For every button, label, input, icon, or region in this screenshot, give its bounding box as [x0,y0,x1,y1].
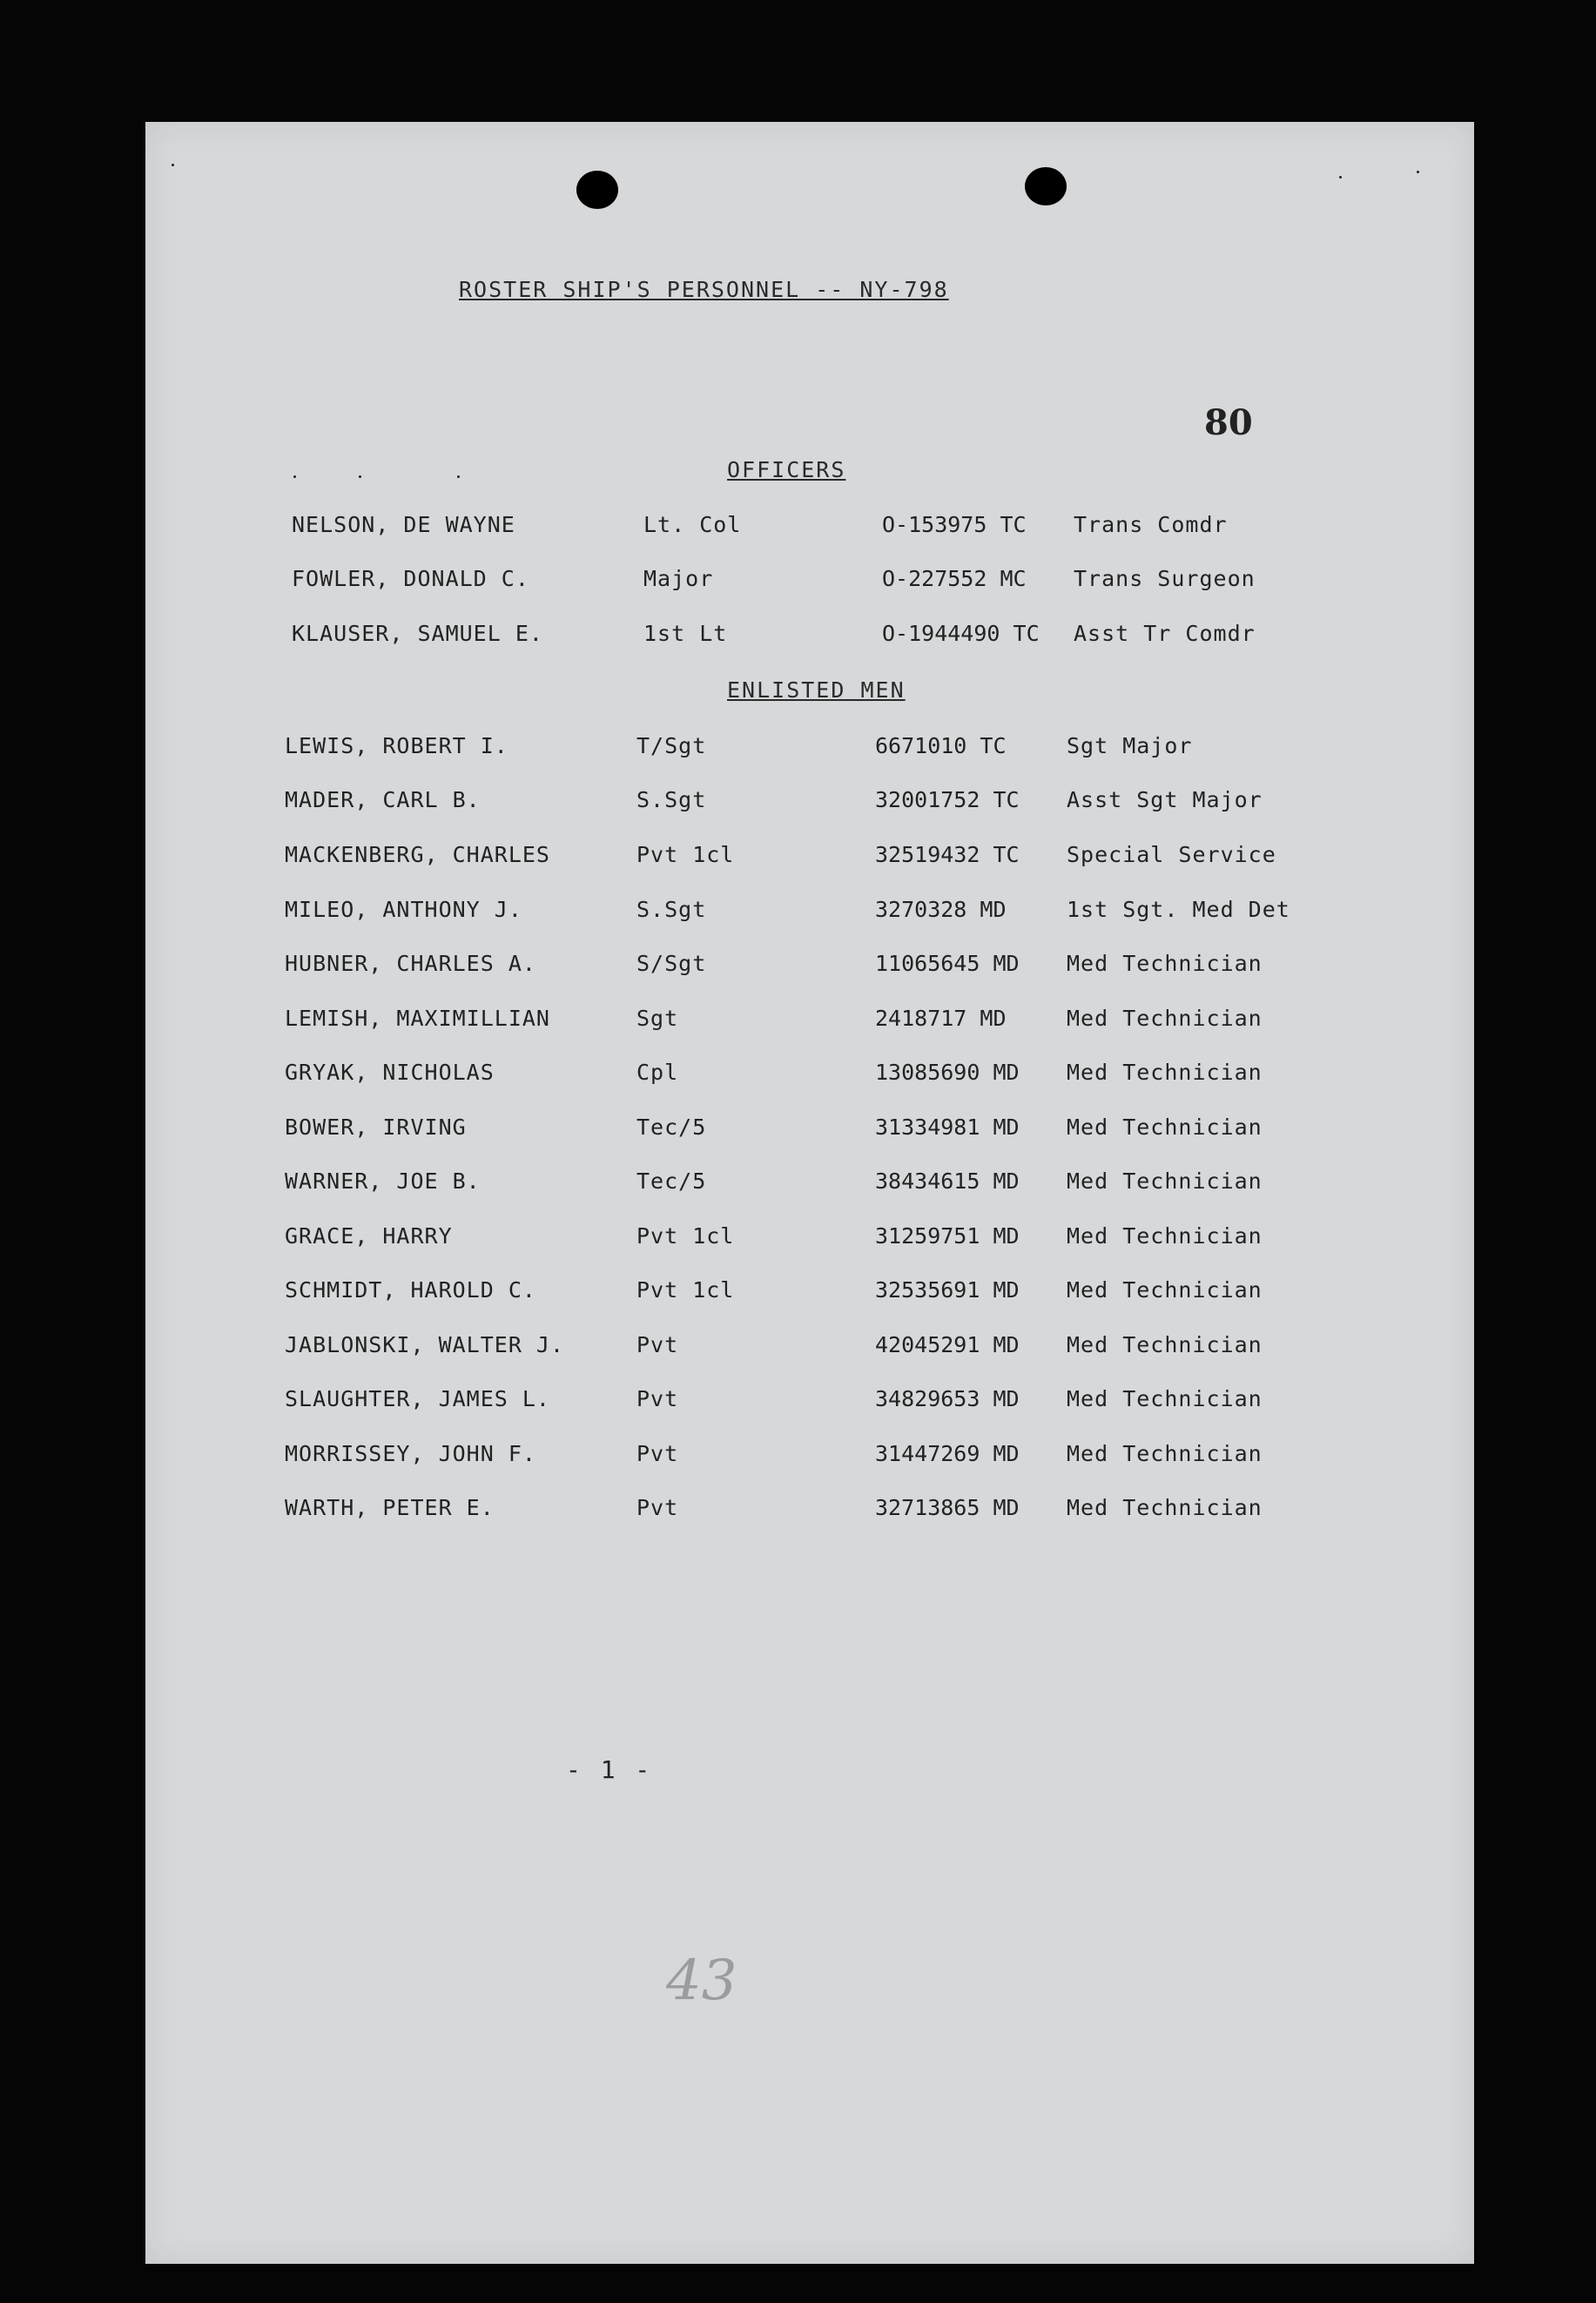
roster-name: LEMISH, MAXIMILLIAN [285,1006,550,1031]
punch-hole-left [576,171,618,209]
roster-serial-number: 6671010 TC [875,733,1007,758]
roster-name: BOWER, IRVING [285,1114,467,1140]
roster-duty: Med Technician [1067,1060,1263,1085]
roster-serial-number: 32519432 TC [875,842,1020,867]
roster-serial-number: 32535691 MD [875,1277,1020,1303]
roster-name: MORRISSEY, JOHN F. [285,1441,536,1466]
roster-rank: Sgt [636,1006,679,1031]
roster-serial-number: 34829653 MD [875,1386,1020,1411]
roster-duty: Trans Comdr [1074,512,1228,537]
roster-rank: Pvt [636,1386,679,1411]
roster-rank: 1st Lt [643,621,728,646]
roster-duty: Med Technician [1067,1277,1263,1303]
speck [359,475,361,478]
roster-name: JABLONSKI, WALTER J. [285,1332,565,1357]
section-heading: ENLISTED MEN [727,677,906,703]
roster-rank: Lt. Col [643,512,742,537]
roster-serial-number: 38434615 MD [875,1168,1020,1194]
roster-name: NELSON, DE WAYNE [292,512,515,537]
roster-name: FOWLER, DONALD C. [292,566,529,591]
roster-duty: Med Technician [1067,1386,1263,1411]
speck [1417,171,1419,173]
roster-name: SLAUGHTER, JAMES L. [285,1386,550,1411]
roster-name: KLAUSER, SAMUEL E. [292,621,543,646]
roster-duty: Med Technician [1067,1495,1263,1520]
page-number-footer: - 1 - [566,1755,653,1784]
roster-duty: Med Technician [1067,1168,1263,1194]
roster-name: GRYAK, NICHOLAS [285,1060,495,1085]
roster-rank: Tec/5 [636,1114,707,1140]
roster-duty: Med Technician [1067,1223,1263,1249]
roster-rank: Pvt 1cl [636,842,735,867]
roster-duty: Med Technician [1067,1114,1263,1140]
roster-name: MILEO, ANTHONY J. [285,897,522,922]
roster-rank: Pvt [636,1441,679,1466]
roster-name: LEWIS, ROBERT I. [285,733,508,758]
roster-name: SCHMIDT, HAROLD C. [285,1277,536,1303]
roster-rank: S/Sgt [636,951,707,976]
roster-rank: T/Sgt [636,733,707,758]
roster-serial-number: O-153975 TC [882,512,1027,537]
punch-hole-right [1025,167,1067,205]
roster-rank: Major [643,566,714,591]
roster-serial-number: 42045291 MD [875,1332,1020,1357]
roster-serial-number: 32713865 MD [875,1495,1020,1520]
roster-rank: Cpl [636,1060,679,1085]
roster-rank: Pvt 1cl [636,1277,735,1303]
roster-duty: 1st Sgt. Med Det [1067,897,1290,922]
roster-serial-number: 13085690 MD [875,1060,1020,1085]
roster-serial-number: 11065645 MD [875,951,1020,976]
section-heading: OFFICERS [727,457,846,482]
roster-name: MADER, CARL B. [285,787,481,812]
roster-rank: Tec/5 [636,1168,707,1194]
roster-duty: Special Service [1067,842,1276,867]
roster-serial-number: 31334981 MD [875,1114,1020,1140]
roster-rank: S.Sgt [636,897,707,922]
speck [457,475,460,478]
roster-name: HUBNER, CHARLES A. [285,951,536,976]
speck [172,164,174,166]
roster-duty: Asst Sgt Major [1067,787,1263,812]
page-reference-number: 80 [1204,402,1253,443]
roster-name: MACKENBERG, CHARLES [285,842,550,867]
roster-serial-number: 32001752 TC [875,787,1020,812]
roster-rank: Pvt [636,1332,679,1357]
roster-name: WARNER, JOE B. [285,1168,481,1194]
roster-serial-number: 3270328 MD [875,897,1007,922]
roster-serial-number: 31447269 MD [875,1441,1020,1466]
document-title: ROSTER SHIP'S PERSONNEL -- NY-798 [459,277,949,302]
roster-duty: Med Technician [1067,1332,1263,1357]
roster-serial-number: O-1944490 TC [882,621,1040,646]
roster-name: WARTH, PETER E. [285,1495,495,1520]
roster-serial-number: O-227552 MC [882,566,1027,591]
roster-rank: S.Sgt [636,787,707,812]
roster-duty: Med Technician [1067,1006,1263,1031]
roster-duty: Med Technician [1067,1441,1263,1466]
speck [293,475,296,478]
roster-serial-number: 2418717 MD [875,1006,1007,1031]
handwritten-annotation: 43 [666,1949,737,2013]
roster-rank: Pvt 1cl [636,1223,735,1249]
roster-duty: Med Technician [1067,951,1263,976]
speck [1339,176,1342,178]
roster-name: GRACE, HARRY [285,1223,453,1249]
roster-duty: Sgt Major [1067,733,1193,758]
roster-serial-number: 31259751 MD [875,1223,1020,1249]
roster-duty: Trans Surgeon [1074,566,1256,591]
roster-rank: Pvt [636,1495,679,1520]
roster-duty: Asst Tr Comdr [1074,621,1256,646]
